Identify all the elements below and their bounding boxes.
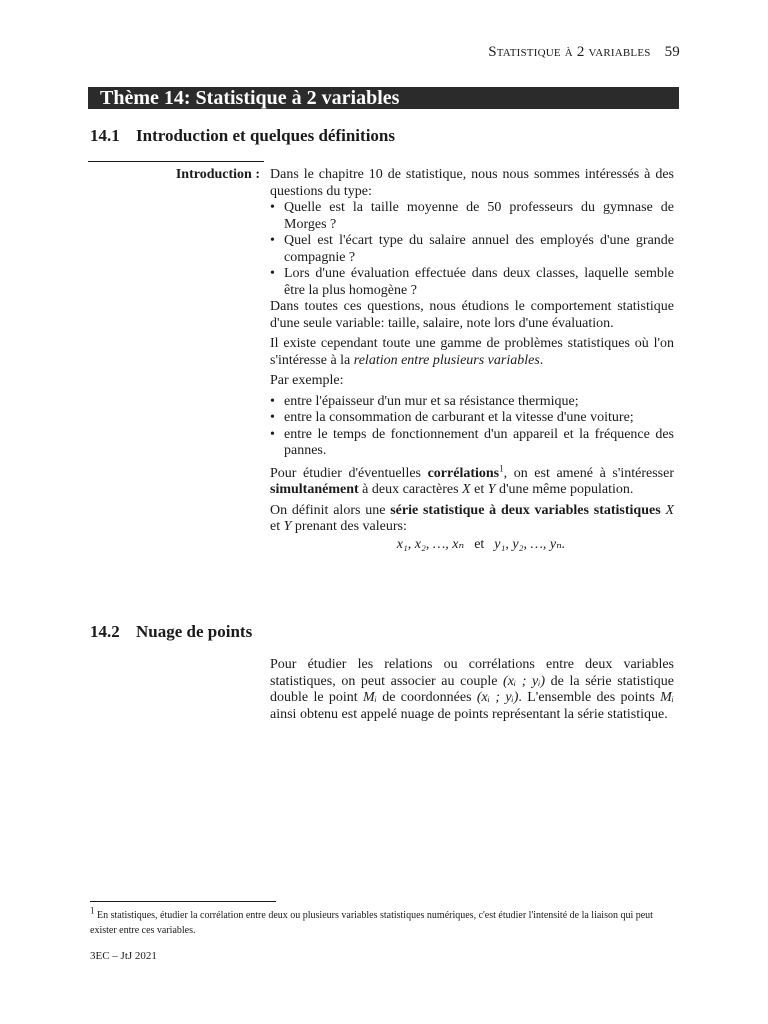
value-formula xyxy=(270,537,674,554)
list-item: • Lors d'une évaluation effectuée dans deux classes, laquelle semble être la plus homogène ? xyxy=(270,266,674,298)
question-list xyxy=(270,200,674,299)
gamut-paragraph: Il existe cependant toute une gamme de problèmes statistiques où l'on s'intéresse à la relation entre plusieurs variables. xyxy=(270,336,674,368)
bullet-icon: • xyxy=(270,200,275,215)
formula-separator: et xyxy=(474,536,485,552)
list-item: • entre la consommation de carburant et la vitesse d'une voiture; xyxy=(270,410,634,425)
emphasis: relation entre plusieurs variables xyxy=(353,352,540,368)
footnote-number: 1 xyxy=(90,905,95,916)
formula-y: y₁, y₂, …, yₙ. xyxy=(494,536,566,552)
section-rule xyxy=(88,161,264,162)
list-item: • entre le temps de fonctionnement d'un appareil et la fréquence des pannes. xyxy=(270,426,674,458)
list-item: • Quelle est la taille moyenne de 50 professeurs du gymnase de Morges ? xyxy=(270,200,674,232)
definition-paragraph: On définit alors une série statistique à deux variables statistiques X et Y prenant des valeurs: xyxy=(270,502,674,534)
section-title: Introduction et quelques définitions xyxy=(136,126,395,145)
intro-paragraph: Dans le chapitre 10 de statistique, nous nous sommes intéressés à des questions du type: xyxy=(270,167,674,199)
single-variable-paragraph: Dans toutes ces questions, nous étudions le comportement statistique d'une seule variable: taille, salaire, note lors d'une évaluation. xyxy=(270,299,674,331)
side-label-introduction: Introduction : xyxy=(175,167,260,182)
bullet-icon: • xyxy=(270,426,275,442)
formula-x: x₁, x₂, …, xₙ xyxy=(396,536,465,552)
scatter-paragraph: Pour étudier les relations ou corrélations entre deux variables statistiques, on peut associer au couple (xᵢ ; yᵢ) de la série statistique double le point Mᵢ de coordonnées (xᵢ ; yᵢ). L'ensemble des points Mᵢ ainsi obtenu est appelé nuage de points représentant la série statistique. xyxy=(270,657,674,722)
section-heading-1 xyxy=(90,126,395,146)
section-2-content xyxy=(270,657,674,723)
bullet-icon: • xyxy=(270,233,275,248)
page-number: 59 xyxy=(664,44,680,60)
section-1-content xyxy=(270,167,674,553)
running-header xyxy=(488,44,680,61)
list-item: • entre l'épaisseur d'un mur et sa résistance thermique; xyxy=(270,393,579,409)
bullet-icon: • xyxy=(270,410,275,425)
list-item: • Quel est l'écart type du salaire annuel des employés d'une grande compagnie ? xyxy=(270,233,674,265)
section-number: 14.1 xyxy=(90,126,120,145)
example-label: Par exemple: xyxy=(270,373,344,388)
bullet-icon: • xyxy=(270,266,275,281)
page-footer: 3EC – JtJ 2021 xyxy=(90,950,157,962)
bullet-icon: • xyxy=(270,393,275,409)
footnote-text: En statistiques, étudier la corrélation entre deux ou plusieurs variables statistiques numériques, c'est étudier l'intensité de la liaison qui peut exister entre ces variables. xyxy=(90,910,653,936)
correlation-paragraph: Pour étudier d'éventuelles corrélations$^1$, on est amené à s'intéresser simultanément à deux caractères X et Y d'une même population. xyxy=(270,462,674,497)
section-heading-2 xyxy=(90,622,252,642)
example-list xyxy=(270,394,674,460)
section-title: Nuage de points xyxy=(136,622,253,641)
running-title: Statistique à 2 variables xyxy=(488,44,651,60)
footnote-marker[interactable]: 1 xyxy=(499,462,504,473)
section-number: 14.2 xyxy=(90,622,120,641)
footnote-rule xyxy=(90,901,276,902)
theme-title: Thème 14: Statistique à 2 variables xyxy=(88,87,679,109)
footnote xyxy=(90,905,674,938)
